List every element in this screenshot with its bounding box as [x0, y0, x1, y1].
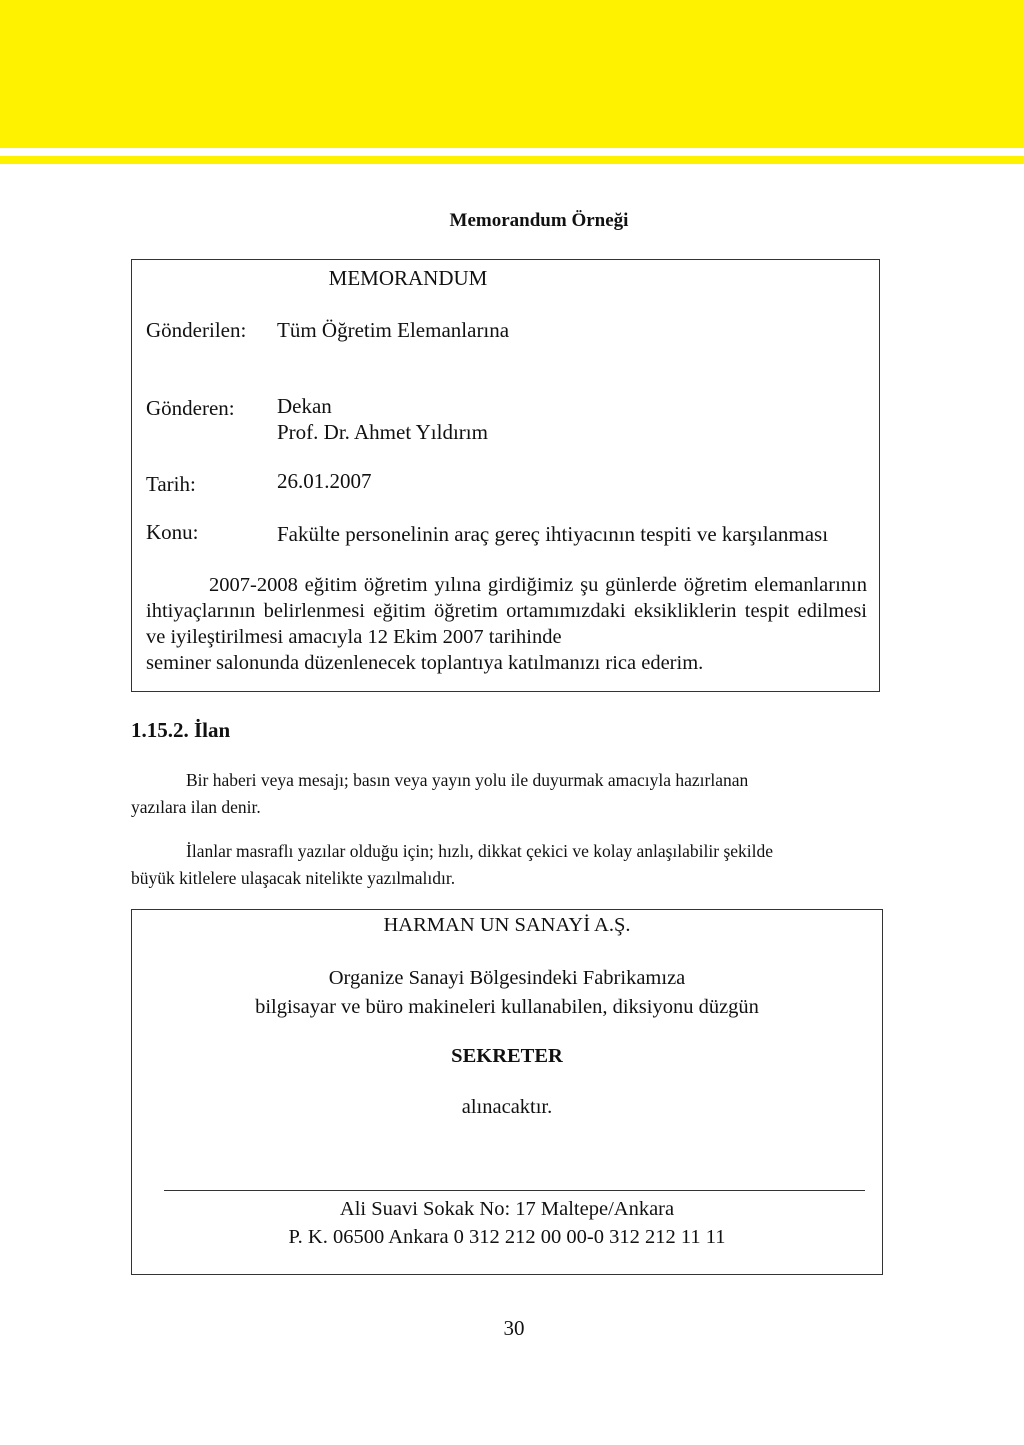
gonderen-label: Gönderen: — [146, 396, 235, 420]
gonderilen-label: Gönderilen: — [146, 318, 247, 342]
tarih-label: Tarih: — [146, 472, 196, 496]
konu-value: Fakülte personelinin araç gereç ihtiyacının tespiti ve karşılanması — [277, 522, 829, 546]
gonderen-name: Prof. Dr. Ahmet Yıldırım — [277, 420, 488, 444]
ad-contact: P. K. 06500 Ankara 0 312 212 00 00-0 312 212 11 11 — [288, 1226, 726, 1248]
ad-text-line: bilgisayar ve büro makineleri kullanabilen, diksiyonu düzgün — [255, 996, 759, 1018]
figure-caption — [0, 210, 1024, 232]
gonderen-title: Dekan — [277, 394, 332, 418]
caption-text: Memorandum Örneği — [449, 210, 629, 231]
ad-divider — [164, 1190, 865, 1191]
gonderilen-value: Tüm Öğretim Elemanlarına — [277, 318, 510, 342]
memorandum-body-text: 2007-2008 eğitim öğretim yılına girdiğimiz şu günlerde öğretim elemanlarının ihtiyaçlarının belirlenmesi eğitim öğretim ortamımızdaki eksikliklerin tespit edilmesi ve iyileştirilmesi amacıyla 12 Ekim 2007 tarihinde — [146, 574, 867, 648]
memorandum-body-last-line: seminer salonunda düzenlenecek toplantıya katılmanızı rica ederim. — [146, 652, 704, 674]
ad-text-line: alınacaktır. — [461, 1096, 553, 1118]
ad-position-title: SEKRETER — [451, 1045, 563, 1067]
paragraph-line: İlanlar masraflı yazılar olduğu için; hızlı, dikkat çekici ve kolay anlaşılabilir şekilde — [186, 841, 774, 861]
section-heading: 1.15.2. İlan — [131, 718, 231, 742]
paragraph-ilan-guidance — [131, 838, 871, 892]
paragraph-line: Bir haberi veya mesajı; basın veya yayın yolu ile duyurmak amacıyla hazırlanan — [186, 770, 749, 790]
konu-label: Konu: — [146, 520, 199, 544]
page-number: 30 — [503, 1316, 525, 1340]
ad-company-name: HARMAN UN SANAYİ A.Ş. — [383, 914, 631, 936]
memorandum-title: MEMORANDUM — [328, 266, 488, 290]
paragraph-line: yazılara ilan denir. — [131, 797, 261, 817]
ad-address: Ali Suavi Sokak No: 17 Maltepe/Ankara — [339, 1198, 675, 1220]
paragraph-line: büyük kitlelere ulaşacak nitelikte yazılmalıdır. — [131, 868, 456, 888]
ad-text-line: Organize Sanayi Bölgesindeki Fabrikamıza — [328, 967, 686, 989]
header-yellow-band — [0, 0, 1024, 148]
header-yellow-stripe — [0, 156, 1024, 164]
tarih-value: 26.01.2007 — [277, 469, 372, 493]
memorandum-body — [146, 572, 867, 676]
paragraph-ilan-definition — [131, 767, 871, 821]
